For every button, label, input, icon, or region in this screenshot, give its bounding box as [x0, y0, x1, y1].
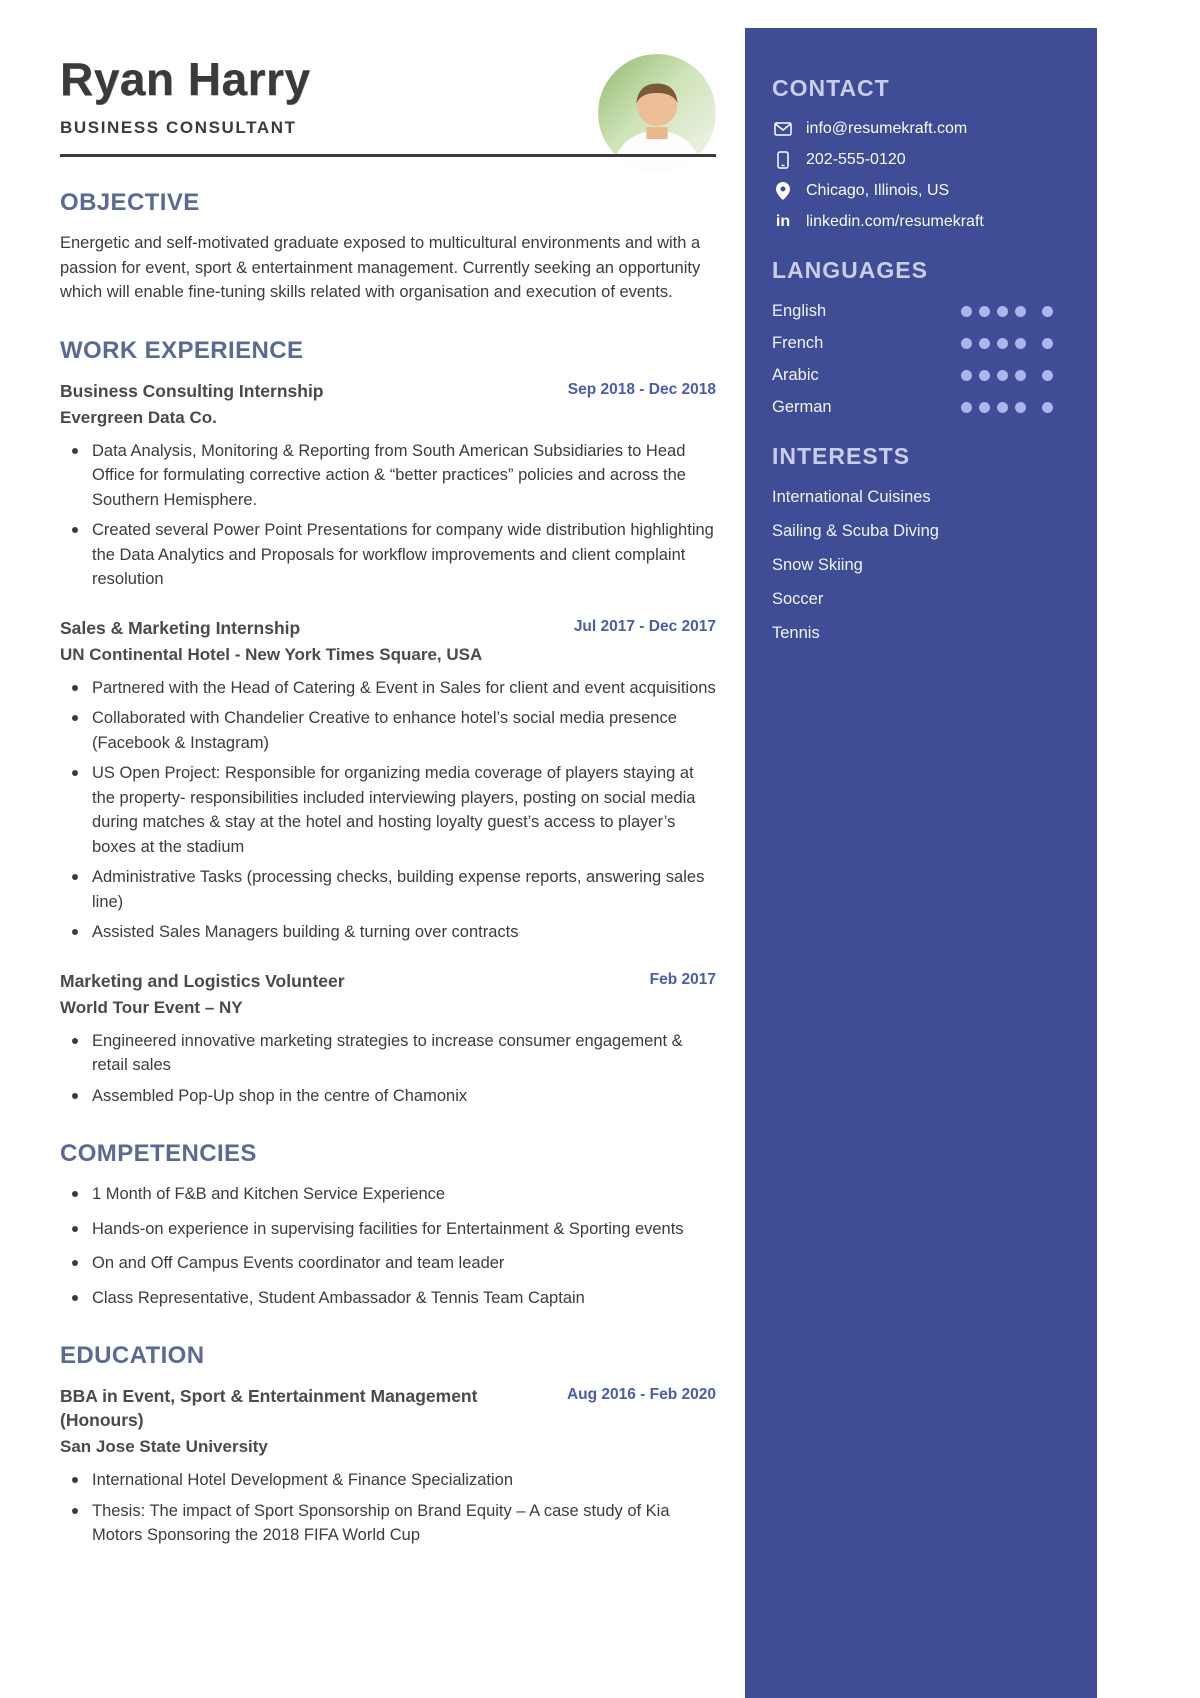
job-bullet-list [60, 1029, 716, 1109]
job-company: World Tour Event – NY [60, 997, 243, 1017]
phone-text[interactable]: 202-555-0120 [806, 151, 906, 168]
job-entry [60, 379, 716, 592]
job-entry [60, 969, 716, 1109]
contact-item-phone [772, 151, 1053, 169]
interest-item: Tennis [772, 624, 820, 642]
bullet-item: Data Analysis, Monitoring & Reporting from South American Subsidiaries to Head Office for formulating corrective action & “better practices” policies and across the Southern Hemisphere. [60, 439, 716, 513]
job-header [60, 379, 716, 403]
email-text[interactable]: info@resumekraft.com [806, 120, 968, 137]
contact-heading: CONTACT [772, 75, 890, 101]
degree-title: BBA in Event, Sport & Entertainment Management (Honours) [60, 1386, 478, 1430]
language-rating [961, 306, 1053, 317]
interest-item: Snow Skiing [772, 556, 863, 574]
job-company: UN Continental Hotel - New York Times Square, USA [60, 644, 483, 664]
bullet-item: Thesis: The impact of Sport Sponsorship on Brand Equity – A case study of Kia Motors Sponsoring the 2018 FIFA World Cup [60, 1499, 716, 1548]
competencies-list [60, 1182, 716, 1310]
bullet-item: Engineered innovative marketing strategies to increase consumer engagement & retail sales [60, 1029, 716, 1078]
rating-dot [997, 338, 1008, 349]
interests-heading: INTERESTS [772, 443, 911, 469]
rating-dot [997, 370, 1008, 381]
job-bullet-list [60, 439, 716, 592]
interest-item: International Cuisines [772, 488, 931, 506]
bullet-item: US Open Project: Responsible for organizing media coverage of players staying at the property- responsibilities included interviewing players, posting on social media during matches & stay at the hotel and hosting loyalty guest’s access to player’s boxes at the stadium [60, 761, 716, 859]
rating-dot [1042, 370, 1053, 381]
bullet-item: Administrative Tasks (processing checks, building expense reports, answering sales line) [60, 865, 716, 914]
language-name: French [772, 334, 824, 352]
job-entry [60, 616, 716, 945]
rating-dot [961, 338, 972, 349]
education-entry [60, 1384, 716, 1548]
rating-dot [979, 306, 990, 317]
job-bullet-list [60, 676, 716, 945]
bullet-item: Class Representative, Student Ambassador & Tennis Team Captain [60, 1286, 716, 1311]
competencies-heading: COMPETENCIES [60, 1140, 257, 1167]
location-text: Chicago, Illinois, US [806, 182, 950, 199]
phone-icon [772, 151, 794, 169]
rating-dot [1015, 306, 1026, 317]
rating-dot [979, 370, 990, 381]
bullet-item: On and Off Campus Events coordinator and team leader [60, 1251, 716, 1276]
language-name: Arabic [772, 366, 819, 384]
education-dates: Aug 2016 - Feb 2020 [566, 1386, 716, 1403]
objective-text: Energetic and self-motivated graduate exposed to multicultural environments and with a passion for event, sport & entertainment management. Currently seeking an opportunity which will enable fine-tuning skills related with organisation and execution of events. [60, 234, 701, 301]
job-dates: Jul 2017 - Dec 2017 [573, 617, 716, 635]
bullet-item: Created several Power Point Presentations for company wide distribution highlighting the Data Analytics and Proposals for workflow improvements and client complaint resolution [60, 518, 716, 592]
rating-dot [1015, 370, 1026, 381]
rating-dot [979, 338, 990, 349]
education-header [60, 1384, 716, 1432]
rating-dot [997, 306, 1008, 317]
job-title: Sales & Marketing Internship [60, 617, 301, 638]
education-heading: EDUCATION [60, 1342, 205, 1369]
rating-dot [979, 402, 990, 413]
header-divider [60, 154, 716, 157]
bullet-item: Assisted Sales Managers building & turning over contracts [60, 920, 716, 945]
job-header [60, 616, 716, 640]
bullet-item: 1 Month of F&B and Kitchen Service Experience [60, 1182, 716, 1207]
interest-item: Sailing & Scuba Diving [772, 522, 939, 540]
bullet-item: Partnered with the Head of Catering & Event in Sales for client and event acquisitions [60, 676, 716, 701]
interest-item: Soccer [772, 590, 824, 608]
bullet-item: International Hotel Development & Finance Specialization [60, 1468, 716, 1493]
rating-dot [1042, 306, 1053, 317]
language-rating [961, 402, 1053, 413]
job-header [60, 969, 716, 993]
rating-dot [997, 402, 1008, 413]
rating-dot [1042, 402, 1053, 413]
job-dates: Feb 2017 [649, 970, 716, 988]
bullet-item: Hands-on experience in supervising facilities for Entertainment & Sporting events [60, 1217, 716, 1242]
rating-dot [961, 370, 972, 381]
linkedin-text[interactable]: linkedin.com/resumekraft [806, 213, 984, 230]
education-bullet-list [60, 1468, 716, 1548]
contact-item-email [772, 120, 1053, 138]
rating-dot [1015, 402, 1026, 413]
language-row [772, 366, 1053, 385]
bullet-item: Collaborated with Chandelier Creative to enhance hotel’s social media presence (Facebook & Instagram) [60, 706, 716, 755]
sidebar [745, 28, 1097, 1698]
job-dates: Sep 2018 - Dec 2018 [567, 380, 716, 398]
language-rating [961, 338, 1053, 349]
contact-item-location [772, 182, 1053, 200]
candidate-name: Ryan Harry [60, 53, 311, 105]
email-icon [772, 122, 794, 136]
rating-dot [1042, 338, 1053, 349]
language-row [772, 334, 1053, 353]
bullet-item: Assembled Pop-Up shop in the centre of Chamonix [60, 1084, 716, 1109]
job-title: Marketing and Logistics Volunteer [60, 970, 345, 991]
job-company: Evergreen Data Co. [60, 407, 217, 427]
languages-heading: LANGUAGES [772, 257, 928, 283]
language-name: English [772, 302, 827, 320]
main-column [60, 52, 716, 1554]
candidate-title: BUSINESS CONSULTANT [60, 118, 297, 137]
work-experience-heading: WORK EXPERIENCE [60, 336, 304, 364]
languages-section [772, 257, 1053, 417]
language-row [772, 398, 1053, 417]
contact-section [772, 75, 1053, 231]
language-rating [961, 370, 1053, 381]
rating-dot [1015, 338, 1026, 349]
contact-item-linkedin [772, 213, 1053, 231]
interests-section [772, 443, 1053, 643]
objective-heading: OBJECTIVE [60, 189, 200, 216]
job-title: Business Consulting Internship [60, 380, 324, 401]
language-row [772, 302, 1053, 321]
location-icon [772, 182, 794, 200]
rating-dot [961, 402, 972, 413]
school-name: San Jose State University [60, 1437, 268, 1456]
rating-dot [961, 306, 972, 317]
linkedin-icon: in [775, 213, 791, 230]
language-name: German [772, 398, 832, 416]
